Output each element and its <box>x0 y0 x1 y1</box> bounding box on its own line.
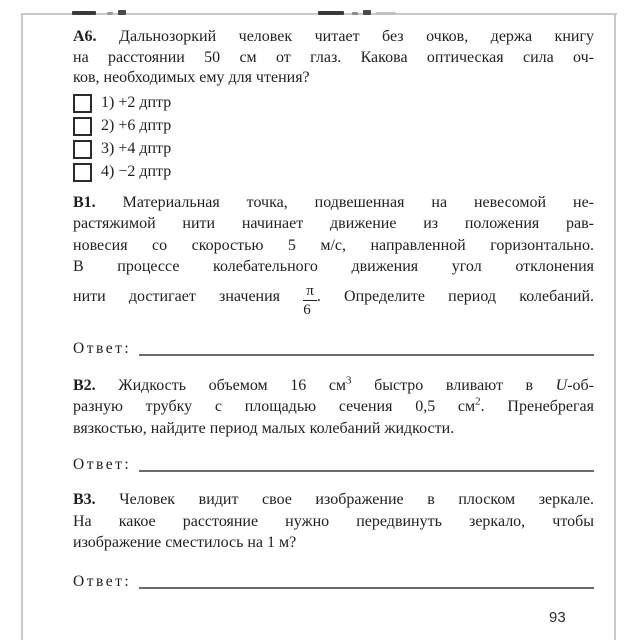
question-text: Человек видит свое изображение в плоском зеркале. <box>119 491 595 508</box>
answer-row <box>73 453 594 475</box>
text-line: вязкостью, найдите период малых колебаний жидкости. <box>73 419 455 437</box>
answer-label: Ответ: <box>73 456 132 473</box>
option-label: 1) +2 дптр <box>101 94 172 111</box>
page-number: 93 <box>549 609 566 626</box>
answer-options <box>73 94 594 182</box>
text-line: на расстоянии 50 см от глаз. Какова оптическая сила оч- <box>73 48 594 66</box>
checkbox-icon[interactable] <box>73 140 92 159</box>
text-line <box>73 27 594 48</box>
text-line: В процессе колебательного движения угол отклонения <box>73 258 594 275</box>
question-b1 <box>73 192 594 359</box>
question-number: В1. <box>73 193 96 211</box>
answer-label: Ответ: <box>73 339 132 357</box>
question-text: быстро вливают в <box>351 376 556 394</box>
answer-row <box>73 337 594 359</box>
fraction-denominator: 6 <box>303 301 311 318</box>
answer-blank-line <box>139 586 594 589</box>
answer-option-4[interactable] <box>73 163 594 182</box>
page-content <box>73 27 594 592</box>
checkbox-icon[interactable] <box>73 94 92 113</box>
fraction-pi-over-6 <box>303 283 317 318</box>
question-number: В3. <box>73 491 96 508</box>
text-line: ков, необходимых ему для чтения? <box>73 69 310 86</box>
question-text: Жидкость объемом 16 см <box>118 376 347 394</box>
text-line: новесия со скоростью 5 м/с, направленной горизонтально. <box>73 236 594 254</box>
cutoff-text-fragment <box>118 10 126 15</box>
answer-blank-line <box>139 353 594 356</box>
page-edge-left <box>21 13 23 640</box>
fraction-suffix-text: . Определите период колебаний. <box>316 287 595 305</box>
fraction-numerator: π <box>303 283 317 301</box>
cutoff-text-fragment <box>318 11 344 15</box>
question-a6 <box>73 27 594 182</box>
question-number: А6. <box>73 28 97 45</box>
text-line <box>73 375 594 397</box>
cutoff-text-fragment <box>352 12 358 15</box>
question-text: разную трубку с площадью сечения 0,5 см <box>73 398 476 415</box>
checkbox-icon[interactable] <box>73 117 92 136</box>
text-line: На какое расстояние нужно передвинуть зеркало, чтобы <box>73 512 594 530</box>
option-label: 2) +6 дптр <box>101 117 172 134</box>
cutoff-text-fragment <box>363 10 371 15</box>
question-text: -об- <box>567 376 594 394</box>
answer-option-2[interactable] <box>73 117 594 136</box>
fraction-prefix-text: нити достигает значения <box>73 287 281 305</box>
page-edge-right <box>614 13 616 640</box>
u-tube-letter: U <box>555 376 568 394</box>
answer-option-1[interactable] <box>73 94 594 113</box>
text-line <box>73 396 594 418</box>
question-text: Материальная точка, подвешенная на невесомой не- <box>122 193 594 211</box>
superscript: 3 <box>346 374 352 387</box>
question-text: Дальнозоркий человек читает без очков, держа книгу <box>119 28 595 45</box>
text-line: растяжимой нити начинает движение из положения рав- <box>73 215 594 232</box>
checkbox-icon[interactable] <box>73 163 92 182</box>
answer-blank-line <box>139 469 594 472</box>
text-line <box>73 489 594 511</box>
answer-option-3[interactable] <box>73 140 594 159</box>
answer-label: Ответ: <box>73 572 132 590</box>
question-b3 <box>73 489 594 592</box>
text-line: изображение сместилось на 1 м? <box>73 534 297 551</box>
option-label: 3) +4 дптр <box>101 140 172 157</box>
answer-row <box>73 570 594 592</box>
text-line <box>73 192 594 214</box>
question-b2 <box>73 375 594 476</box>
cutoff-text-fragment <box>72 11 96 15</box>
question-text: . Пренебрегая <box>480 398 594 415</box>
option-label: 4) −2 дптр <box>101 163 172 180</box>
cutoff-text-fragment <box>107 12 113 15</box>
question-number: В2. <box>73 376 96 394</box>
text-line-with-fraction <box>73 283 594 319</box>
superscript: 2 <box>475 395 481 408</box>
cutoff-text-fragment <box>376 12 396 15</box>
